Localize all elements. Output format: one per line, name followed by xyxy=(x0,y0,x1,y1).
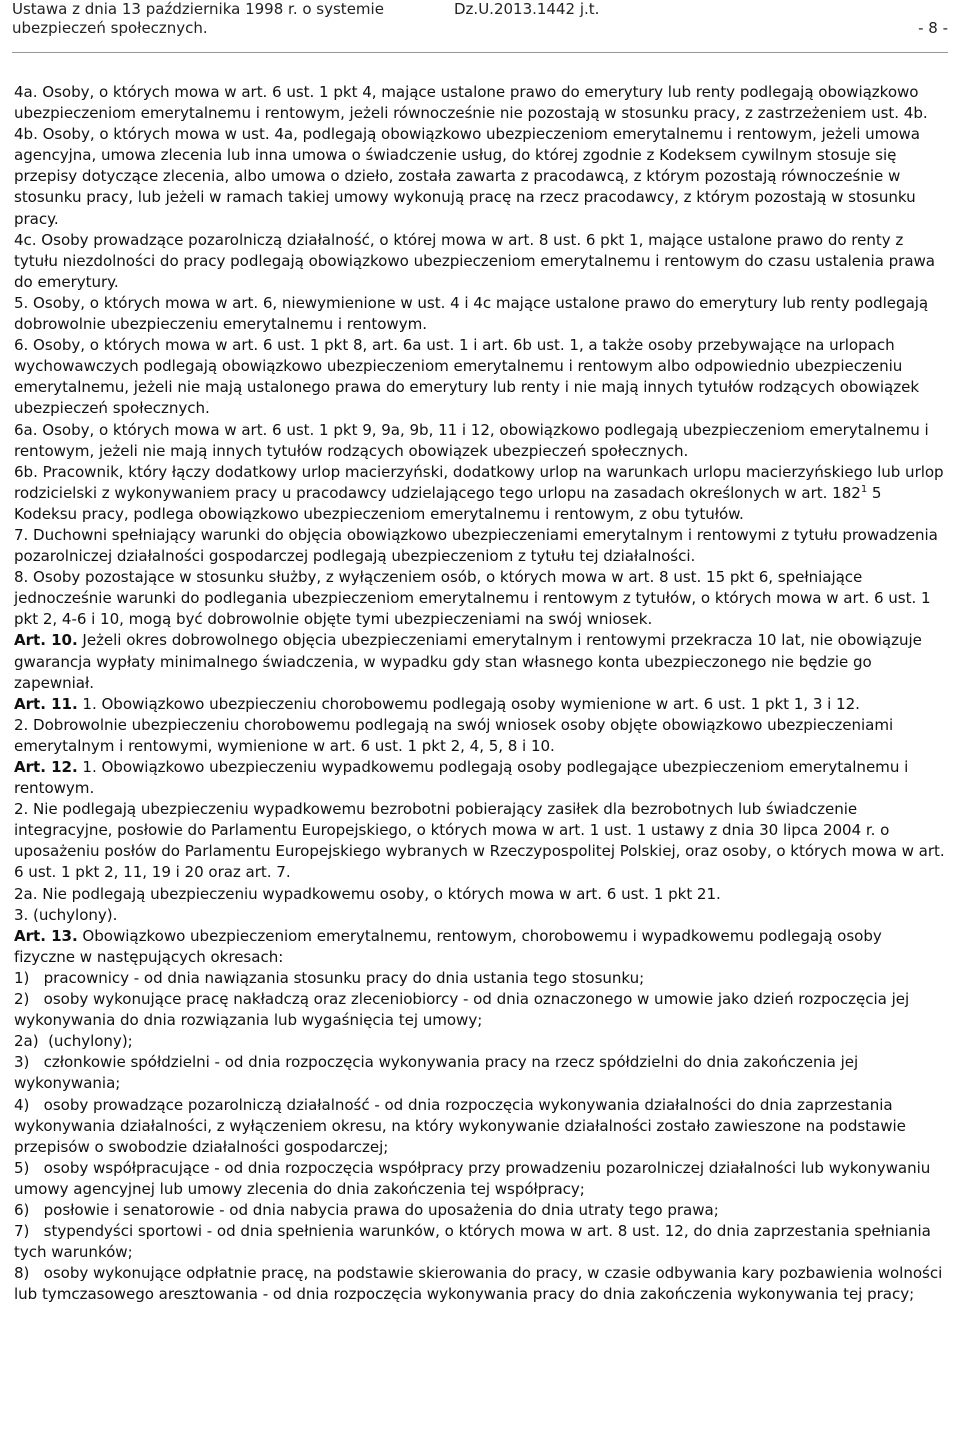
paragraph-text-tail: 5 Kodeksu pracy, podlega obowiązkowo ubezpieczeniom emerytalnemu i rentowym, z obu tytułów. xyxy=(14,483,882,523)
paragraph-text: 2. Nie podlegają ubezpieczeniu wypadkowemu bezrobotni pobierający zasiłek dla bezrobotnych lub świadczenie integracyjne, posłowie do Parlamentu Europejskiego, o których mowa w art. 1 ust. 1 ustawy z dnia 30 lipca 2004 r. o uposażeniu posłów do Parlamentu Europejskiego wybranych w Rzeczypospolitej Polskiej, oraz osoby, o których mowa w art. 6 ust. 1 pkt 2, 11, 19 i 20 oraz art. 7. xyxy=(14,800,945,882)
article-number: Art. 12. xyxy=(14,758,78,776)
paragraph-text: 8. Osoby pozostające w stosunku służby, z wyłączeniem osób, o których mowa w art. 8 ust. 15 pkt 6, spełniające jednocześnie warunki do podlegania ubezpieczeniom emerytalnemu i rentowym z tytułów, o których mowa w art. 6 ust. 1 pkt 2, 4-6 i 10, mogą być dobrowolnie objęte tymi ubezpieczeniami na swój wniosek. xyxy=(14,568,931,629)
paragraph xyxy=(14,757,946,799)
article-number: Art. 11. xyxy=(14,694,78,713)
header-act-title: Ustawa z dnia 13 października 1998 r. o systemie xyxy=(12,0,384,18)
paragraph-text: 6b. Pracownik, który łączy dodatkowy urlop macierzyński, dodatkowy urlop na warunkach urlopu macierzyńskiego lub urlop rodzicielski z wykonywaniem pracy u pracodawcy udzielającego tego urlopu na zasadach określonych w art. 182 xyxy=(14,462,944,502)
superscript: 1 xyxy=(860,483,868,495)
paragraph xyxy=(14,1263,946,1305)
paragraph-text: 1) pracownicy - od dnia nawiązania stosunku pracy do dnia ustania tego stosunku; xyxy=(14,968,645,987)
paragraph-text: 2) osoby wykonujące pracę nakładczą oraz zleceniobiorcy - od dnia oznaczonego w umowie jako dzień rozpoczęcia jej wykonywania do dnia rozwiązania lub wygaśnięcia tej umowy; xyxy=(14,990,910,1030)
paragraph xyxy=(14,968,946,989)
paragraph-text: Jeżeli okres dobrowolnego objęcia ubezpieczeniami emerytalnym i rentowymi przekracza 10 lat, nie obowiązuje gwarancja wypłaty minimalnego świadczenia, w wypadku gdy stan własnego konta ubezpieczonego nie będzie go zapewniał. xyxy=(14,631,922,692)
paragraph xyxy=(14,905,946,926)
paragraph-text: 5) osoby współpracujące - od dnia rozpoczęcia współpracy przy prowadzeniu pozarolniczej działalności lub wykonywaniu umowy agencyjnej lub umowy zlecenia do dnia zakończenia tej współpracy; xyxy=(14,1158,931,1198)
paragraph-text: 6) posłowie i senatorowie - od dnia nabycia prawa do uposażenia do dnia utraty tego prawa; xyxy=(14,1200,719,1219)
paragraph xyxy=(14,420,946,462)
paragraph xyxy=(14,335,946,419)
paragraph xyxy=(14,462,946,525)
paragraph-text: 2a) (uchylony); xyxy=(14,1032,133,1051)
paragraph xyxy=(14,293,946,335)
header-rule xyxy=(12,52,948,53)
paragraph-text: 1. Obowiązkowo ubezpieczeniu chorobowemu podlegają osoby wymienione w art. 6 ust. 1 pkt 1, 3 i 12. xyxy=(77,694,860,713)
paragraph xyxy=(14,630,946,693)
paragraph xyxy=(14,1095,946,1158)
paragraph-text: 2a. Nie podlegają ubezpieczeniu wypadkowemu osoby, o których mowa w art. 6 ust. 1 pkt 21. xyxy=(14,884,721,903)
paragraph xyxy=(14,926,946,968)
paragraph xyxy=(14,715,946,757)
paragraph xyxy=(14,1031,946,1052)
paragraph-text: 4a. Osoby, o których mowa w art. 6 ust. 1 pkt 4, mające ustalone prawo do emerytury lub renty podlegają obowiązkowo ubezpieczeniom emerytalnemu i rentowym, jeżeli równocześnie nie pozostają w stosunku pracy, z zastrzeżeniem ust. 4b. xyxy=(14,83,928,123)
paragraph-text: Obowiązkowo ubezpieczeniom emerytalnemu, rentowym, chorobowemu i wypadkowemu podlegają osoby fizyczne w następujących okresach: xyxy=(14,926,882,966)
header-act-title-cont: ubezpieczeń społecznych. xyxy=(12,19,208,37)
paragraph-text: 1. Obowiązkowo ubezpieczeniu wypadkowemu podlegają osoby podlegające ubezpieczeniom emerytalnemu i rentowym. xyxy=(14,758,909,798)
paragraph-text: 6. Osoby, o których mowa w art. 6 ust. 1 pkt 8, art. 6a ust. 1 i art. 6b ust. 1, a także osoby przebywające na urlopach wychowawczych podlegają obowiązkowo ubezpieczeniom emerytalnemu i rentowym albo odpowiednio ubezpieczeniu emerytalnemu, jeżeli nie mają ustalonego prawa do emerytury lub renty i nie mają innych tytułów rodzących obowiązek ubezpieczeń społecznych. xyxy=(14,336,920,418)
paragraph xyxy=(14,1200,946,1221)
paragraph xyxy=(14,230,946,293)
paragraph xyxy=(14,1158,946,1200)
document-body xyxy=(14,82,946,1305)
paragraph-text: 3. (uchylony). xyxy=(14,905,118,924)
paragraph-text: 4) osoby prowadzące pozarolniczą działalność - od dnia rozpoczęcia wykonywania działalności do dnia zaprzestania wykonywania działalności, z wyłączeniem okresu, na który wykonywanie działalności zostało zawieszone na podstawie przepisów o swobodzie działalności gospodarczej; xyxy=(14,1095,906,1156)
paragraph-text: 2. Dobrowolnie ubezpieczeniu chorobowemu podlegają na swój wniosek osoby objęte obowiązkowo ubezpieczeniami emerytalnym i rentowymi, wymienione w art. 6 ust. 1 pkt 2, 4, 5, 8 i 10. xyxy=(14,715,894,755)
paragraph-text: 4b. Osoby, o których mowa w ust. 4a, podlegają obowiązkowo ubezpieczeniom emerytalnemu i rentowym, jeżeli umowa agencyjna, umowa zlecenia lub inna umowa o świadczenie usług, do której zgodnie z Kodeksem cywilnym stosuje się przepisy dotyczące zlecenia, albo umowa o dzieło, została zawarta z pracodawcą, z którym pozostają równocześnie w stosunku pracy, lub jeżeli w ramach takiej umowy wykonują pracę na rzecz pracodawcy, z którym pozostają w stosunku pracy. xyxy=(14,125,920,228)
paragraph-text: 6a. Osoby, o których mowa w art. 6 ust. 1 pkt 9, 9a, 9b, 11 i 12, obowiązkowo podlegają ubezpieczeniom emerytalnemu i rentowym, jeżeli nie mają innych tytułów rodzących obowiązek ubezpieczeń społecznych. xyxy=(14,420,929,460)
paragraph xyxy=(14,82,946,124)
paragraph-text: 4c. Osoby prowadzące pozarolniczą działalność, o której mowa w art. 8 ust. 6 pkt 1, mające ustalone prawo do renty z tytułu niezdolności do pracy podlegają obowiązkowo ubezpieczeniom emerytalnemu i rentowym do czasu ustalenia prawa do emerytury. xyxy=(14,230,936,291)
paragraph xyxy=(14,567,946,630)
header-journal-ref: Dz.U.2013.1442 j.t. xyxy=(454,0,600,18)
paragraph-text: 7) stypendyści sportowi - od dnia spełnienia warunków, o których mowa w art. 8 ust. 12, do dnia zaprzestania spełniania tych warunków; xyxy=(14,1222,931,1262)
paragraph xyxy=(14,694,946,715)
paragraph xyxy=(14,1052,946,1094)
paragraph xyxy=(14,525,946,567)
paragraph-text: 8) osoby wykonujące odpłatnie pracę, na podstawie skierowania do pracy, w czasie odbywania kary pozbawienia wolności lub tymczasowego aresztowania - od dnia rozpoczęcia wykonywania pracy do dnia zakończenia wykonywania tej pracy; xyxy=(14,1264,943,1304)
paragraph-text: 3) członkowie spółdzielni - od dnia rozpoczęcia wykonywania pracy na rzecz spółdzielni do dnia zakończenia jej wykonywania; xyxy=(14,1053,859,1093)
paragraph-text: 7. Duchowni spełniający warunki do objęcia obowiązkowo ubezpieczeniami emerytalnym i rentowymi z tytułu prowadzenia pozarolniczej działalności gospodarczej podlegają ubezpieczeniom z tytułu tej działalności. xyxy=(14,525,938,566)
page-number: - 8 - xyxy=(918,19,948,37)
paragraph xyxy=(14,884,946,905)
paragraph xyxy=(14,1221,946,1263)
paragraph xyxy=(14,799,946,883)
paragraph xyxy=(14,124,946,229)
article-number: Art. 13. xyxy=(14,926,78,945)
paragraph xyxy=(14,989,946,1031)
paragraph-text: 5. Osoby, o których mowa w art. 6, niewymienione w ust. 4 i 4c mające ustalone prawo do emerytury lub renty podlegają dobrowolnie ubezpieczeniu emerytalnemu i rentowym. xyxy=(14,293,929,334)
article-number: Art. 10. xyxy=(14,631,78,650)
page-header xyxy=(0,0,960,54)
